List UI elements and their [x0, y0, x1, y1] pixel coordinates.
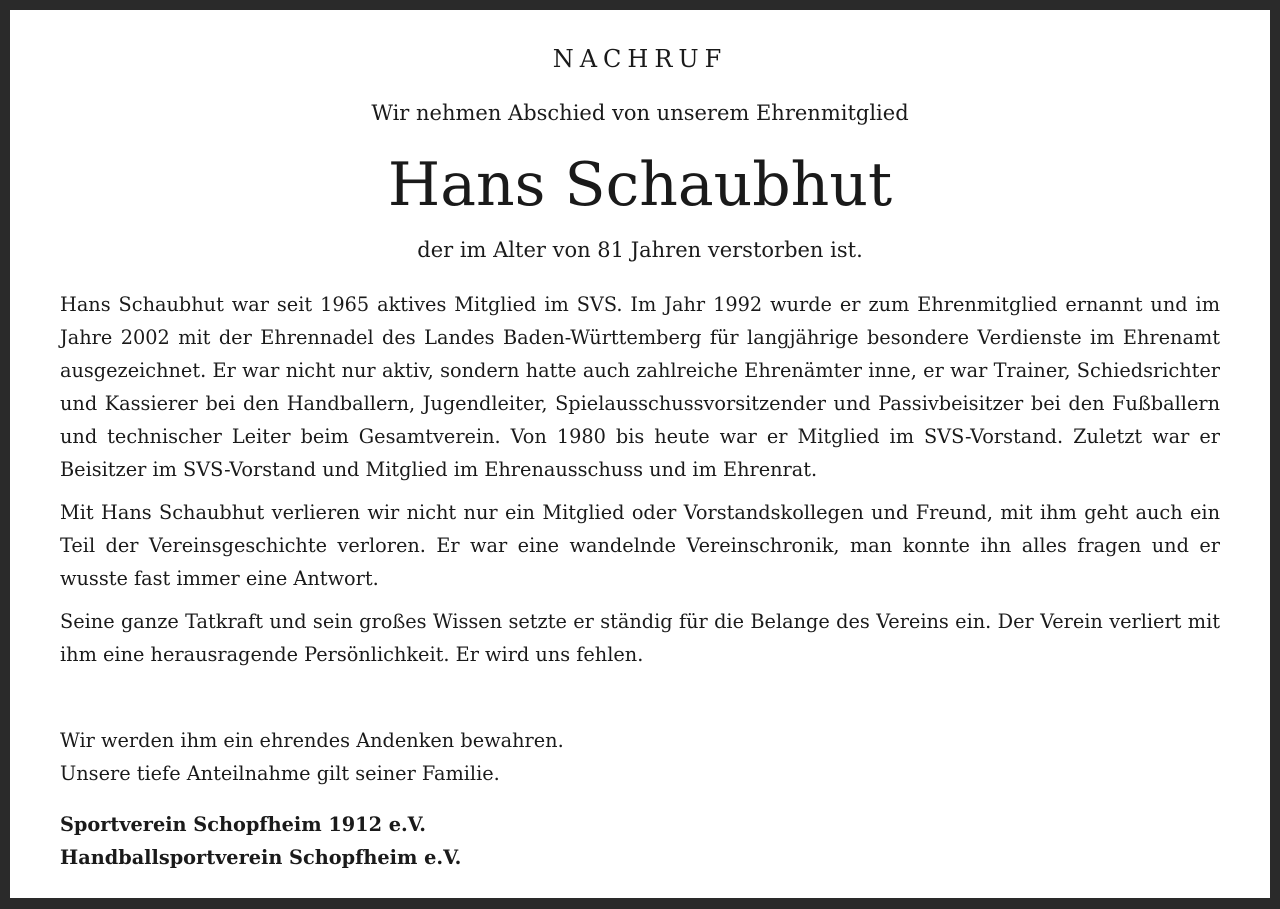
closing-line: Unsere tiefe Anteilnahme gilt seiner Familie.: [60, 762, 500, 785]
notice-heading: NACHRUF: [552, 45, 728, 73]
closing-lines: [60, 724, 1220, 790]
signature-club: Handballsportverein Schopfheim e.V.: [60, 846, 462, 869]
signatures: [60, 808, 1220, 874]
body-paragraph: Hans Schaubhut war seit 1965 aktives Mitglied im SVS. Im Jahr 1992 wurde er zum Ehrenmitglied ernannt und im Jahre 2002 mit der Ehrennadel des Landes Baden-Württemberg für langjährige besondere Verdienste im Ehrenamt ausgezeichnet. Er war nicht nur aktiv, sondern hatte auch zahlreiche Ehrenämter inne, er war Trainer, Schiedsrichter und Kassierer bei den Handballern, Jugendleiter, Spielausschussvorsitzender und Passivbeisitzer bei den Fußballern und technischer Leiter beim Gesamtverein. Von 1980 bis heute war er Mitglied im SVS-Vorstand. Zuletzt war er Beisitzer im SVS-Vorstand und Mitglied im Ehrenausschuss und im Ehrenrat.: [60, 293, 1220, 481]
body-paragraph: Seine ganze Tatkraft und sein großes Wissen setzte er ständig für die Belange des Vereins ein. Der Verein verliert mit ihm eine herausragende Persönlichkeit. Er wird uns fehlen.: [60, 610, 1220, 666]
deceased-name: Hans Schaubhut: [387, 150, 893, 220]
obituary-notice: [10, 10, 1270, 898]
closing-line: Wir werden ihm ein ehrendes Andenken bewahren.: [60, 729, 564, 752]
notice-body: [60, 288, 1220, 681]
intro-line: Wir nehmen Abschied von unserem Ehrenmitglied: [371, 101, 909, 125]
body-paragraph: Mit Hans Schaubhut verlieren wir nicht nur ein Mitglied oder Vorstandskollegen und Freund, mit ihm geht auch ein Teil der Vereinsgeschichte verloren. Er war eine wandelnde Vereinschronik, man konnte ihn alles fragen und er wusste fast immer eine Antwort.: [60, 501, 1220, 590]
signature-club: Sportverein Schopfheim 1912 e.V.: [60, 813, 426, 836]
age-line: der im Alter von 81 Jahren verstorben ist.: [417, 238, 863, 262]
